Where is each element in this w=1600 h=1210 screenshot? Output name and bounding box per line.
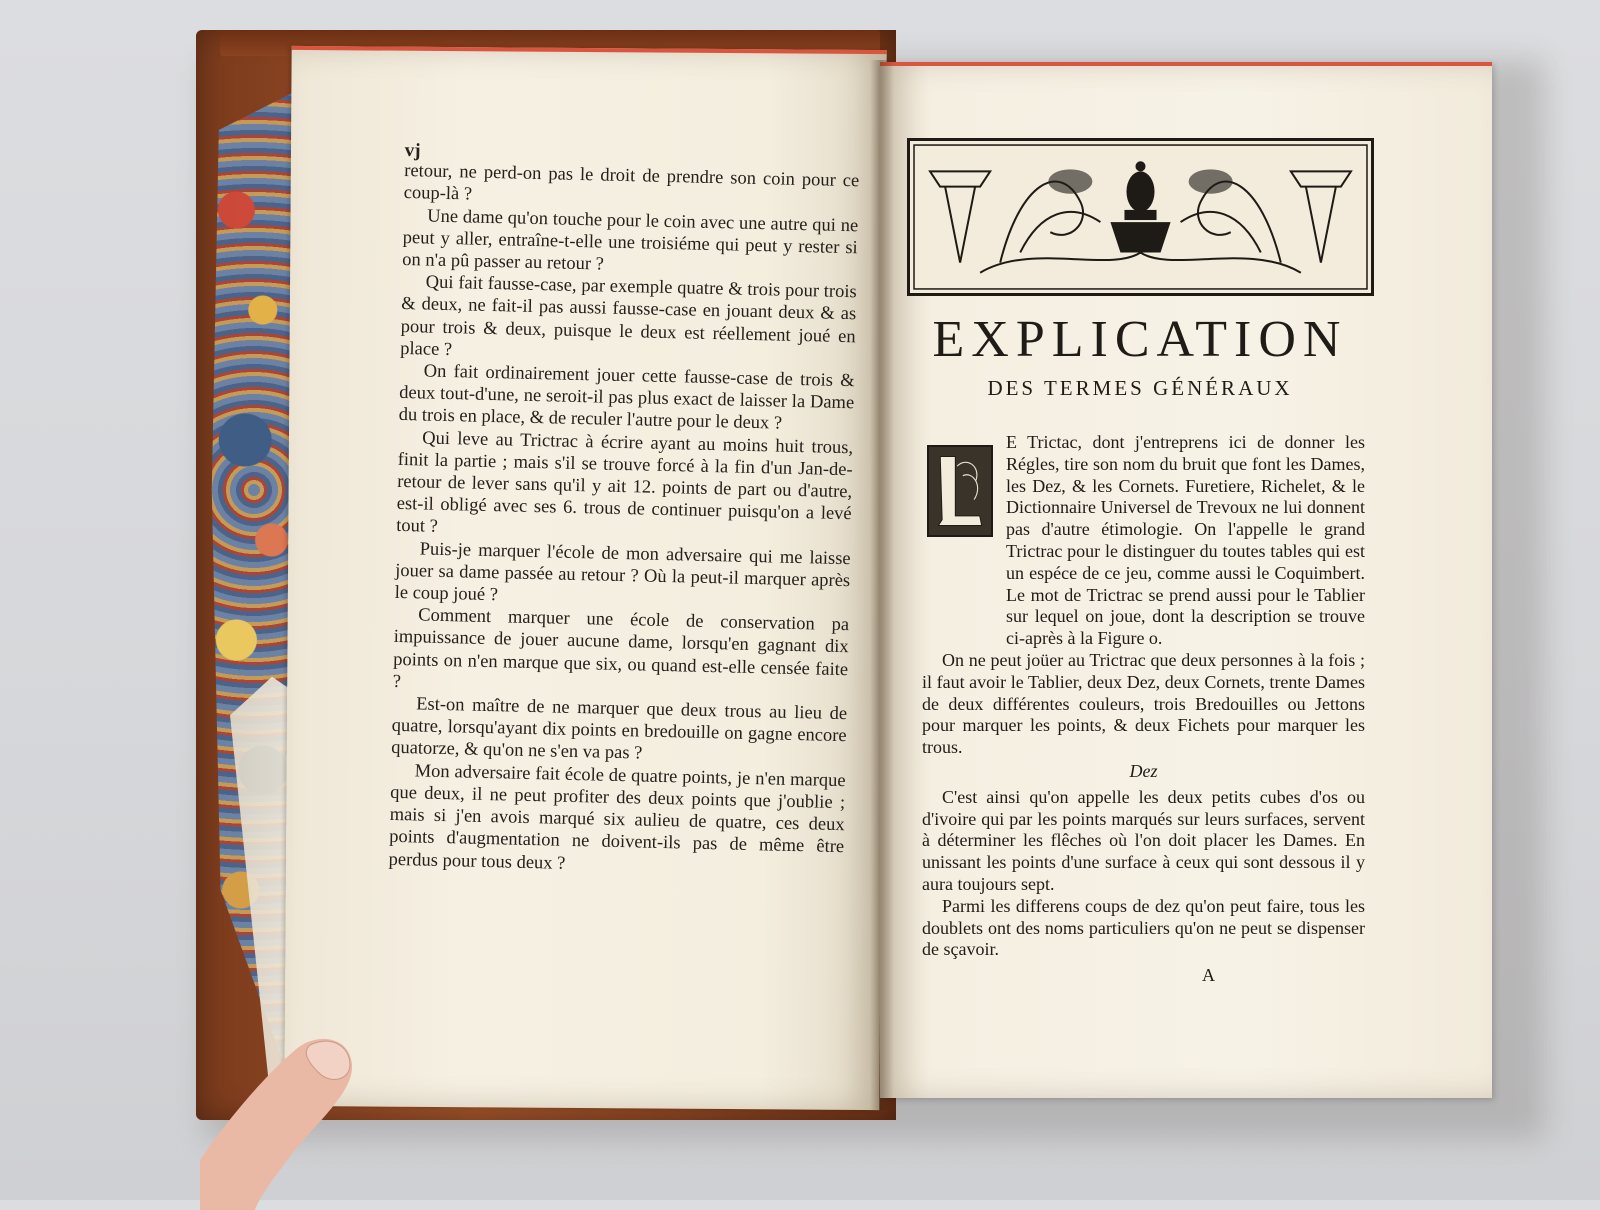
paragraph: Mon adversaire fait école de quatre points, je n'en marque que deux, il ne peut profiter des deux points que j'oublie ; mais si j'en avois marqué six aulieu de quatre, ces deux points d'augmentation ne doivent-ils pas de même être perdus pour tous deux ? [388,761,846,874]
paragraph: C'est ainsi qu'on appelle les deux petits cubes d'os ou d'ivoire qui par les points marqués sur leurs surfaces, servent à déterminer les flêches où l'on doit placer les Dames. En unissant les points d'une surface à ceux qui sont dessous il y aura toujours sept. [922,786,1365,894]
paragraph: Comment marquer une école de conservation pa impuissance de jouer aucune dame, lorsqu'en gagnant dix points on n'en marque que six, ou quand est-elle censée faite ? [392,605,850,692]
paragraph: retour, ne perd-on pas le droit de prendre son coin pour ce coup-là ? [403,161,860,205]
signature-mark: A [1202,965,1215,986]
section-heading: Dez [1129,760,1158,781]
paragraph: On fait ordinairement jouer cette fausse-case de trois & deux tout-d'une, ne seroit-il pas plus exact de laisser la Dame du trois en place, & de reculer l'autre pour le deux ? [398,361,855,435]
paragraph: Qui fait fausse-case, par exemple quatre & trois pour trois & deux, ne fait-il pas aussi fausse-case en jouant deux & as pour trois & deux, puisque le deux est réellement joué en place ? [400,272,857,360]
intro-paragraph: E Trictac, dont j'entreprens ici de donner les Régles, tire son nom du bruit que font les Dames, les Dez, & les Cornets. Furetiere, Richelet, & le Dictionnaire Universel de Trevoux ne lui donnent pas d'autre étimologie. On l'appelle le grand Trictrac pour le distinguer du toutes tables qui est un espéce de ce jeu, comme aussi le Coquimbert. Le mot de Trictrac se prend aussi pour le Tablier sur lequel on joue, dont la description se trouve ci-après à la Figure o. [1006,432,1365,649]
paragraph: Qui leve au Trictrac à écrire ayant au moins huit trous, finit la partie ; mais s'il se trouve forcé à la fin d'un Jan-de-retour de lever sans qu'il y ait 12. points de part ou d'autre, est-il obligé avec ses 6. trous de continuer puisqu'on a levé tout ? [396,428,854,538]
paragraph: Puis-je marquer l'école de mon adversaire qui me laisse jouer sa dame passée au retour ? Où la peut-il marquer après le coup joué ? [394,539,851,606]
chapter-title: EXPLICATION [932,311,1348,368]
paragraph: Une dame qu'on touche pour le coin avec une autre qui ne peut y aller, entraîne-t-elle une troisiéme qui peut y rester si on n'a pû passer au retour ? [402,206,859,275]
holding-finger [200,1010,370,1210]
woodcut-headpiece [907,138,1374,296]
page-number: vj [404,140,421,162]
right-page-text [922,432,1365,987]
paragraph: On ne peut joüer au Trictrac que deux personnes à la fois ; il faut avoir le Tablier, deux Dez, deux Cornets, trente Dames de deux différentes couleurs, trois Bredouilles ou Jettons pour marquer les points, & deux Fichets pour marquer les trous. [922,649,1365,758]
book-gutter [870,60,894,1110]
left-page-text [388,140,859,881]
chapter-subtitle: DES TERMES GÉNÉRAUX [987,376,1293,400]
paragraph: Est-on maître de ne marquer que deux trous au lieu de quatre, lorsqu'ayant dix points en bredouille on gagne encore quatorze, & qu'on ne s'en va pas ? [390,694,848,765]
paragraph: Parmi les differens coups de dez qu'on peut faire, tous les doublets ont des noms particuliers qu'on ne peut se dispenser de sçavoir. [922,895,1365,960]
